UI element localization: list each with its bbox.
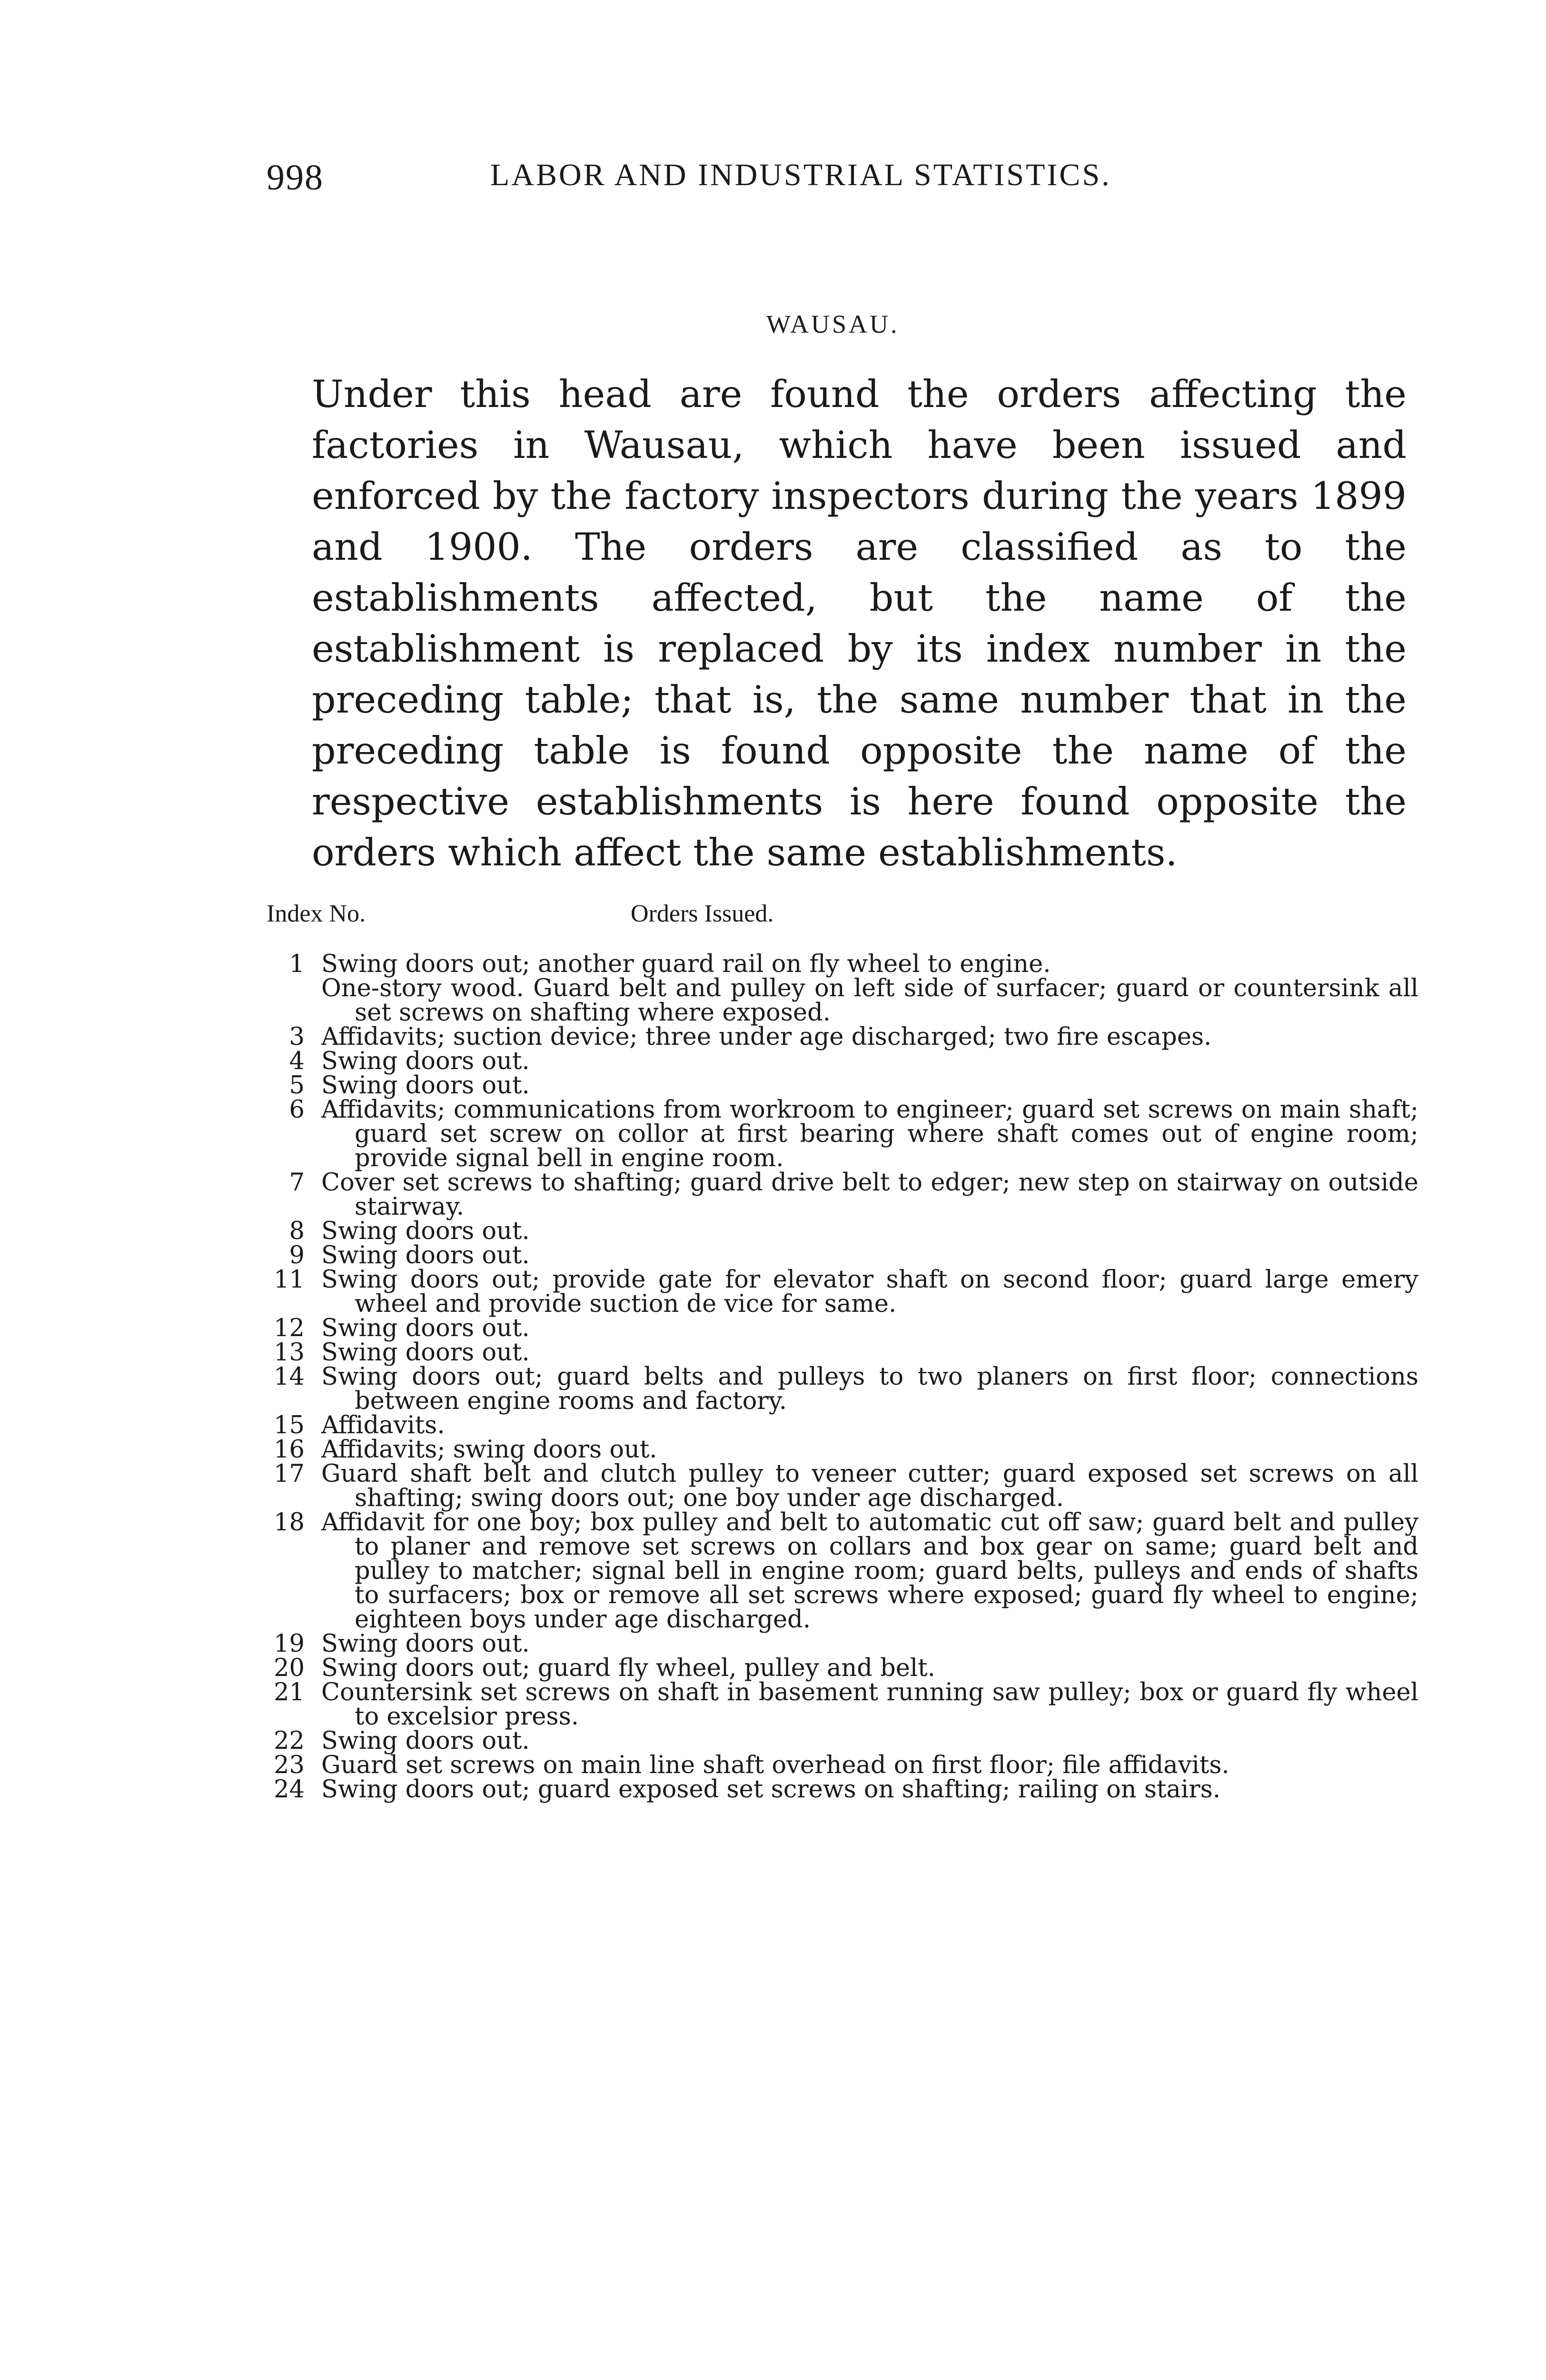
row-index-number: 1 [289, 950, 305, 978]
table-row [267, 1268, 1418, 1316]
table-row [267, 1098, 1418, 1170]
table-row [267, 1365, 1418, 1413]
row-order-text: Swing doors out. [321, 1241, 530, 1269]
table-row [267, 1049, 1418, 1073]
row-index-number: 24 [274, 1775, 305, 1804]
table-row [267, 1632, 1418, 1656]
row-order-text: Swing doors out. [321, 1071, 530, 1100]
intro-paragraph: Under this head are found the orders affecting the factories in Wausau, which have been issued and enforced by the factory inspectors during the years 1899 and 1900. The orders are classified as to the establishments affected, but the name of the establishment is replaced by its index number in the preceding table; that is, the same number that in the preceding table is found opposite the name of the respective establishments is here found opposite the orders which affect the same establishments. [312, 372, 1407, 874]
row-order-text: Swing doors out. [321, 1727, 530, 1755]
table-row [267, 976, 1418, 1025]
row-order-text: Swing doors out; guard exposed set screws on shafting; railing on stairs. [321, 1775, 1220, 1804]
row-index-number: 21 [274, 1678, 305, 1706]
row-order-text: One-story wood. Guard belt and pulley on left side of surfacer; guard or countersink all set screws on shafting where exposed. [321, 974, 1418, 1027]
table-header [267, 900, 1409, 933]
table-row [267, 1729, 1418, 1753]
table-row [267, 1462, 1418, 1510]
table-row [267, 1656, 1418, 1680]
row-index-number: 7 [289, 1169, 305, 1197]
row-index-number: 8 [289, 1217, 305, 1245]
column-header-index: Index No. [267, 900, 366, 927]
row-order-text: Swing doors out. [321, 1630, 530, 1658]
table-row [267, 1680, 1418, 1729]
row-order-text: Swing doors out. [321, 1047, 530, 1075]
row-order-text: Countersink set screws on shaft in basement running saw pulley; box or guard fly wheel to excelsior press. [321, 1678, 1418, 1731]
row-order-text: Affidavits; communications from workroom to engineer; guard set screws on main shaft; guard set screw on collor at first bearing where shaft comes out of engine room; provide signal bell in engine room. [321, 1096, 1418, 1172]
table-row [267, 1243, 1418, 1268]
row-order-text: Swing doors out. [321, 1339, 530, 1367]
row-index-number: 9 [289, 1241, 305, 1269]
table-row [267, 952, 1418, 976]
row-index-number: 12 [274, 1314, 305, 1342]
row-index-number: 18 [274, 1508, 305, 1537]
row-index-number: 17 [274, 1460, 305, 1488]
table-row [267, 1340, 1418, 1365]
row-index-number: 23 [274, 1751, 305, 1779]
row-order-text: Swing doors out; provide gate for elevator shaft on second floor; guard large emery wheel and provide suction de vice for same. [321, 1266, 1418, 1318]
table-row [267, 1073, 1418, 1098]
row-order-text: Guard shaft belt and clutch pulley to veneer cutter; guard exposed set screws on all shafting; swing doors out; one boy under age discharged. [321, 1460, 1418, 1512]
row-order-text: Swing doors out; guard fly wheel, pulley and belt. [321, 1654, 935, 1682]
table-row [267, 1413, 1418, 1438]
row-index-number: 5 [289, 1071, 305, 1100]
table-row [267, 1219, 1418, 1243]
row-index-number: 11 [274, 1266, 305, 1294]
table-row [267, 1316, 1418, 1340]
row-index-number: 13 [274, 1339, 305, 1367]
section-title: WAUSAU. [766, 310, 900, 338]
row-order-text: Swing doors out. [321, 1314, 530, 1342]
row-index-number: 20 [274, 1654, 305, 1682]
table-row [267, 1170, 1418, 1219]
row-order-text: Affidavits; swing doors out. [321, 1436, 657, 1464]
row-index-number: 6 [289, 1096, 305, 1124]
running-head: LABOR AND INDUSTRIAL STATISTICS. [490, 158, 1111, 192]
row-order-text: Affidavits. [321, 1411, 445, 1439]
row-order-text: Swing doors out. [321, 1217, 530, 1245]
row-order-text: Swing doors out; another guard rail on fly wheel to engine. [321, 950, 1051, 978]
row-index-number: 3 [289, 1023, 305, 1051]
row-order-text: Guard set screws on main line shaft overhead on first floor; file affidavits. [321, 1751, 1229, 1779]
row-order-text: Cover set screws to shafting; guard drive belt to edger; new step on stairway on outside stairway. [321, 1169, 1418, 1221]
row-index-number: 4 [289, 1047, 305, 1075]
page-number: 998 [267, 158, 324, 198]
row-order-text: Swing doors out; guard belts and pulleys to two planers on first floor; connections between engine rooms and factory. [321, 1363, 1418, 1415]
row-index-number: 16 [274, 1436, 305, 1464]
table-row [267, 1438, 1418, 1462]
orders-list [267, 952, 1418, 1802]
table-row [267, 1025, 1418, 1049]
table-row [267, 1753, 1418, 1777]
row-index-number: 15 [274, 1411, 305, 1439]
table-row [267, 1510, 1418, 1632]
row-index-number: 14 [274, 1363, 305, 1391]
row-index-number: 22 [274, 1727, 305, 1755]
column-header-orders: Orders Issued. [631, 900, 774, 927]
row-index-number: 19 [274, 1630, 305, 1658]
row-order-text: Affidavit for one boy; box pulley and belt to automatic cut off saw; guard belt and pulley to planer and remove set screws on collars and box gear on same; guard belt and pulley to matcher; signal bell in engine room; guard belts, pulleys and ends of shafts to surfacers; box or remove all set screws where exposed; guard fly wheel to engine; eighteen boys under age discharged. [321, 1508, 1418, 1634]
table-row [267, 1777, 1418, 1802]
page-header [267, 157, 1447, 214]
row-order-text: Affidavits; suction device; three under age discharged; two fire escapes. [321, 1023, 1212, 1051]
